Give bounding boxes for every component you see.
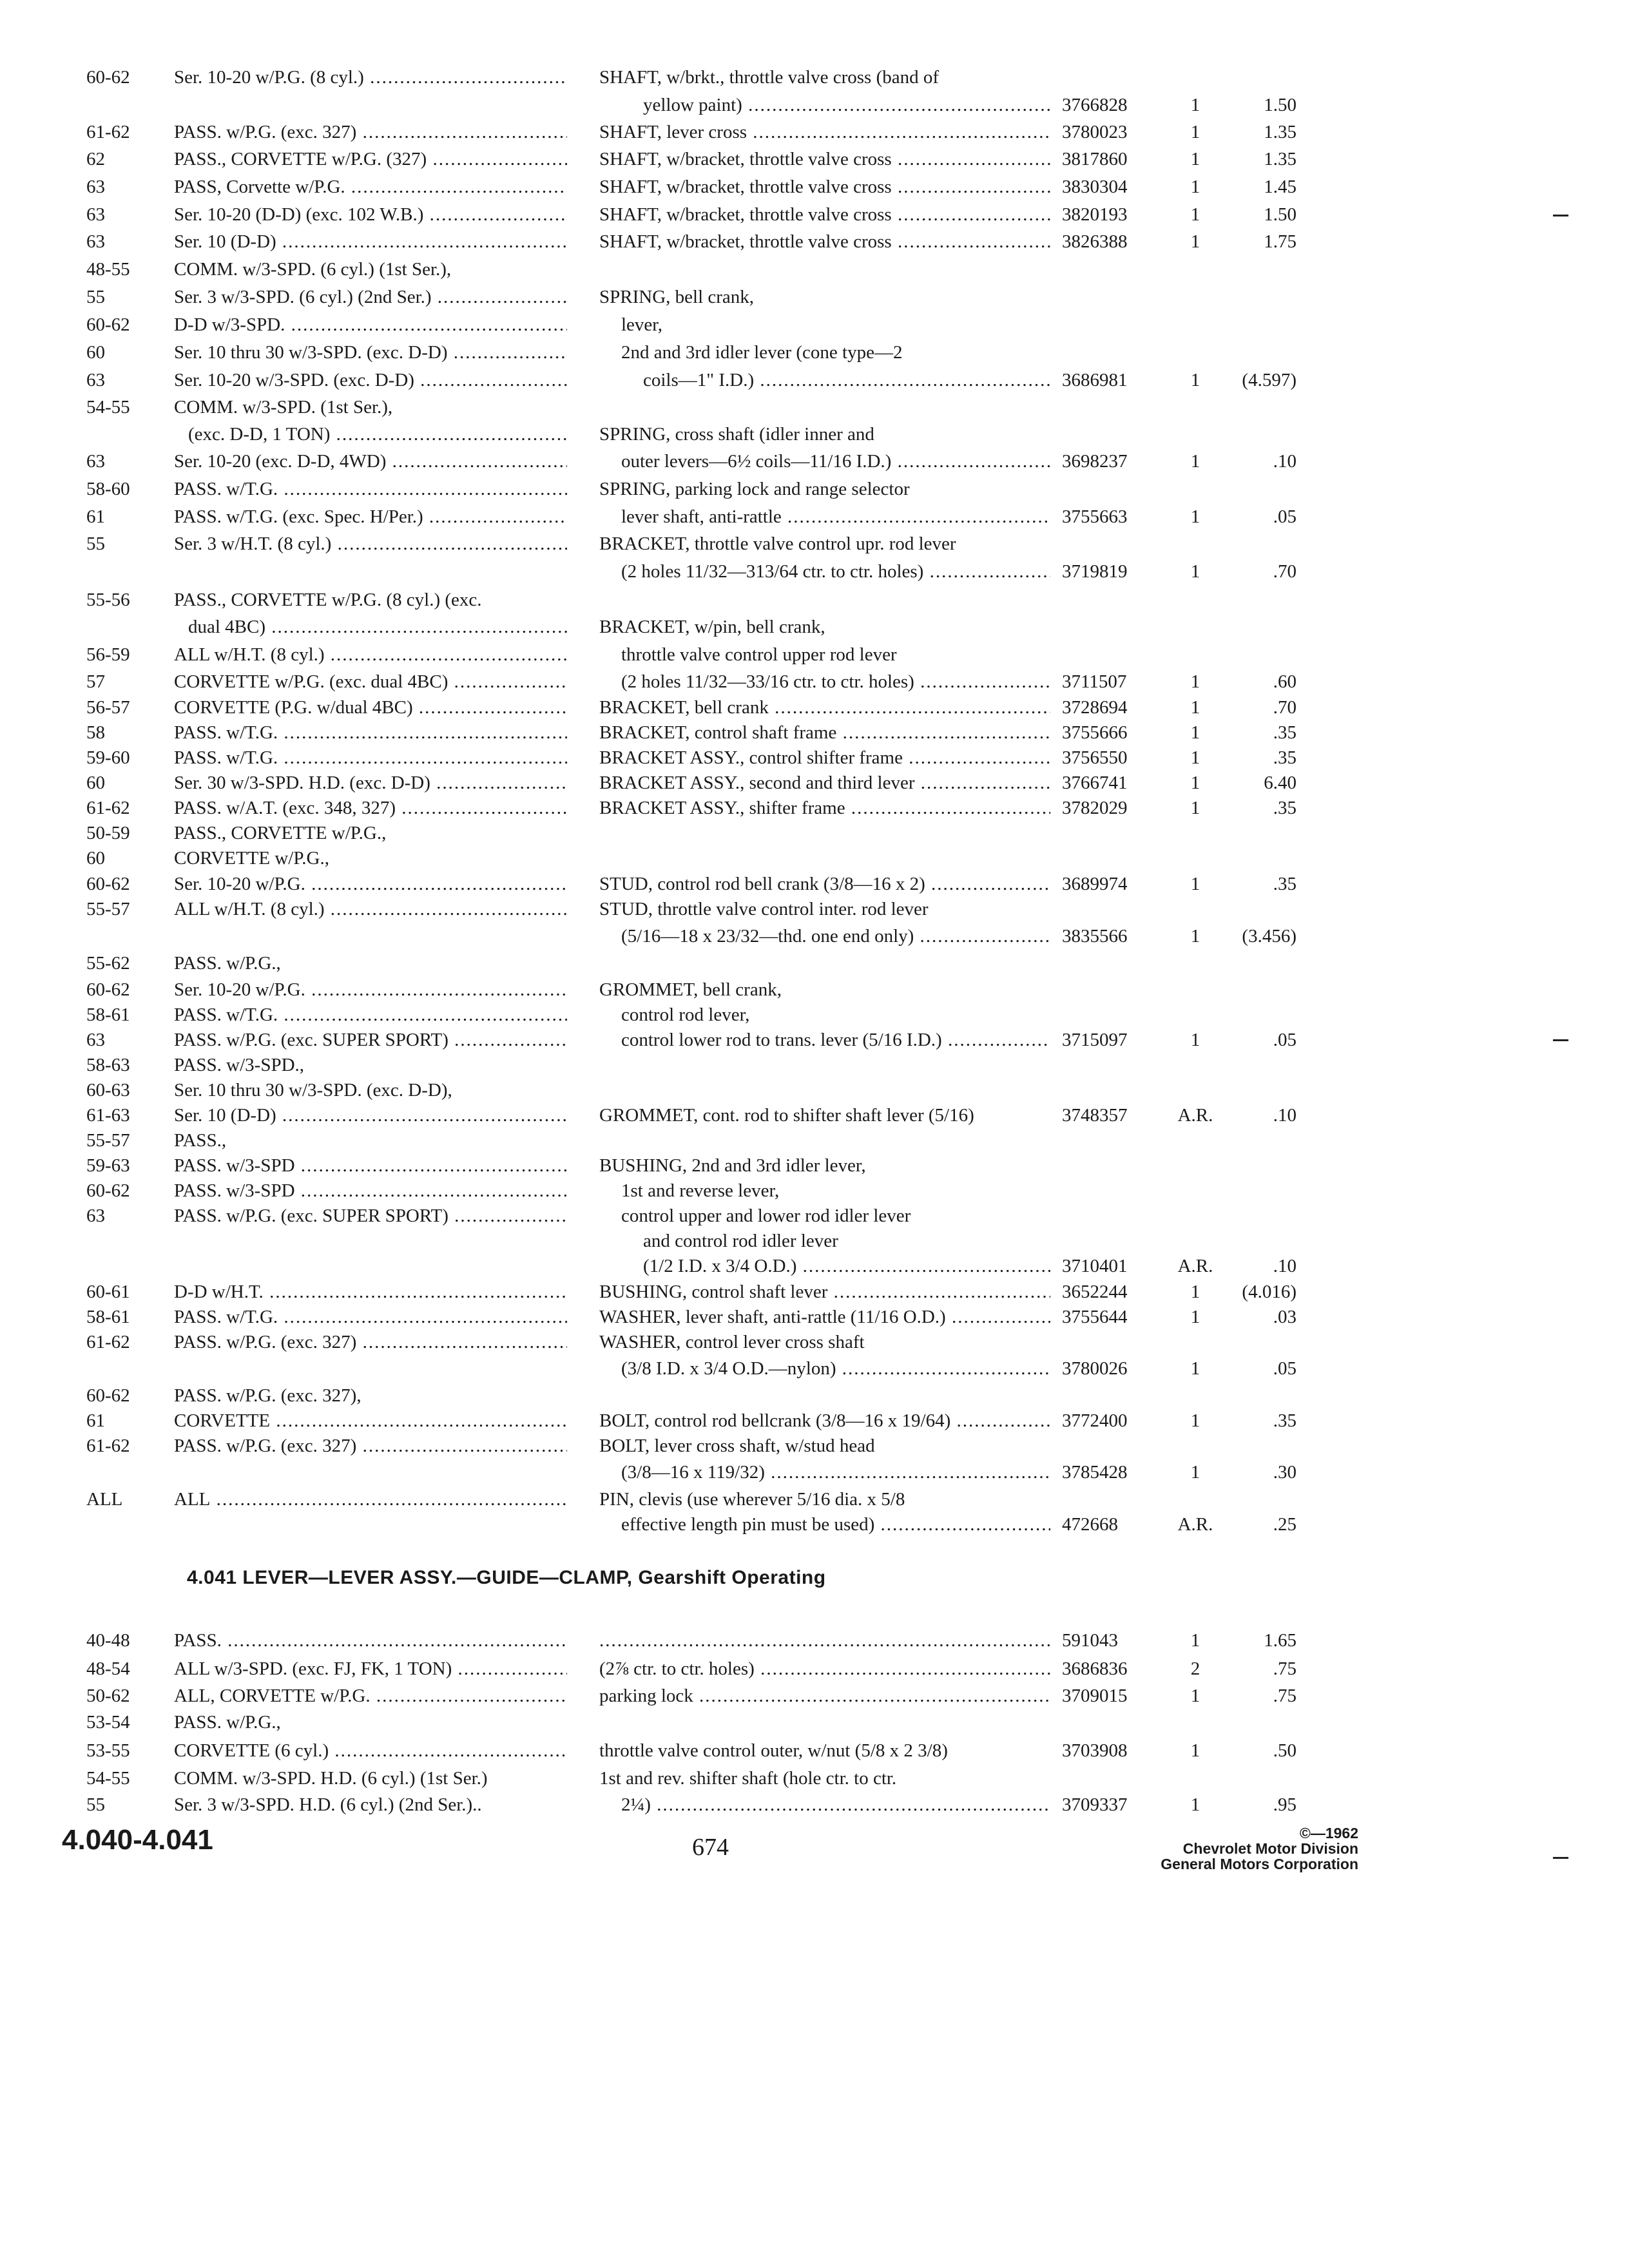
description-cell: throttle valve control outer, w/nut (5/8 x 2 3/8): [599, 1740, 948, 1761]
year-cell: 60-62: [86, 979, 130, 1000]
application-cell: ALL w/3-SPD. (exc. FJ, FK, 1 TON) .....: [174, 1657, 567, 1680]
description-cell: 1st and reverse lever,: [621, 1180, 780, 1201]
quantity-cell: 1: [1190, 1794, 1200, 1815]
part-number-cell: 3780026: [1062, 1358, 1128, 1379]
price-cell: .10: [1273, 451, 1296, 472]
price-cell: .10: [1273, 1256, 1296, 1276]
quantity-cell: 1: [1190, 747, 1200, 768]
description-cell: SHAFT, w/bracket, throttle valve cross .....: [599, 148, 1050, 171]
description-cell: parking lock .....: [599, 1684, 1050, 1707]
application-cell: Ser. 10 (D-D) .....: [174, 230, 567, 253]
description-cell: 1st and rev. shifter shaft (hole ctr. to ctr.: [599, 1768, 897, 1789]
description-cell: BRACKET ASSY., shifter frame .....: [599, 796, 1050, 820]
year-cell: 61-62: [86, 1436, 130, 1456]
application-cell: CORVETTE .....: [174, 1409, 567, 1432]
year-cell: 61: [86, 1410, 105, 1431]
description-cell: STUD, control rod bell crank (3/8—16 x 2) .....: [599, 872, 1050, 896]
year-cell: 63: [86, 204, 105, 225]
quantity-cell: 1: [1190, 926, 1200, 947]
price-cell: .35: [1273, 747, 1296, 768]
description-cell: control rod lever,: [621, 1004, 750, 1025]
year-cell: 60-62: [86, 1385, 130, 1406]
application-cell: PASS. w/A.T. (exc. 348, 327) .....: [174, 796, 567, 820]
price-cell: 1.50: [1264, 204, 1296, 225]
price-cell: (4.016): [1242, 1282, 1296, 1302]
year-cell: 59-63: [86, 1155, 130, 1176]
price-cell: .30: [1273, 1462, 1296, 1483]
description-cell: (2 holes 11/32—33/16 ctr. to ctr. holes) .....: [621, 670, 1050, 693]
year-cell: 40-48: [86, 1630, 130, 1651]
part-number-cell: 591043: [1062, 1630, 1118, 1651]
price-cell: 1.35: [1264, 122, 1296, 142]
part-number-cell: 3755644: [1062, 1307, 1128, 1327]
application-cell: PASS., CORVETTE w/P.G. (8 cyl.) (exc.: [174, 590, 482, 610]
application-cell: CORVETTE (6 cyl.) .....: [174, 1739, 567, 1762]
price-cell: 1.45: [1264, 177, 1296, 197]
quantity-cell: A.R.: [1177, 1256, 1213, 1276]
year-cell: 60-61: [86, 1282, 130, 1302]
description-cell: SPRING, parking lock and range selector: [599, 479, 910, 499]
year-cell: 63: [86, 1206, 105, 1226]
description-cell: BRACKET, control shaft frame .....: [599, 721, 1050, 744]
application-cell: PASS, Corvette w/P.G. .....: [174, 175, 567, 198]
part-number-cell: 3703908: [1062, 1740, 1128, 1761]
year-cell: 55: [86, 533, 105, 554]
quantity-cell: 1: [1190, 204, 1200, 225]
quantity-cell: 1: [1190, 1630, 1200, 1651]
description-cell: control lower rod to trans. lever (5/16 I.D.) .....: [621, 1028, 1050, 1052]
description-cell: BUSHING, control shaft lever .....: [599, 1280, 1050, 1303]
description-cell: (5/16—18 x 23/32—thd. one end only) .....: [621, 925, 1050, 948]
price-cell: .75: [1273, 1686, 1296, 1706]
application-cell: Ser. 3 w/H.T. (8 cyl.) .....: [174, 532, 567, 555]
quantity-cell: A.R.: [1177, 1514, 1213, 1535]
price-cell: .50: [1273, 1740, 1296, 1761]
year-cell: 55-57: [86, 899, 130, 919]
price-cell: .05: [1273, 1358, 1296, 1379]
application-cell: Ser. 10-20 w/P.G. (8 cyl.) .....: [174, 66, 567, 89]
quantity-cell: 1: [1190, 1358, 1200, 1379]
year-cell: 50-59: [86, 823, 130, 843]
quantity-cell: 1: [1190, 370, 1200, 390]
part-number-cell: 3756550: [1062, 747, 1128, 768]
part-number-cell: 3830304: [1062, 177, 1128, 197]
year-cell: 63: [86, 451, 105, 472]
quantity-cell: 1: [1190, 1307, 1200, 1327]
part-number-cell: 3711507: [1062, 671, 1127, 692]
year-cell: 56-57: [86, 697, 130, 718]
part-number-cell: 3719819: [1062, 561, 1128, 582]
application-cell: PASS. w/P.G.,: [174, 1712, 281, 1733]
quantity-cell: 1: [1190, 697, 1200, 718]
description-cell: GROMMET, bell crank,: [599, 979, 782, 1000]
quantity-cell: 2: [1190, 1658, 1200, 1679]
price-cell: .05: [1273, 1030, 1296, 1050]
year-cell: 58-61: [86, 1307, 130, 1327]
year-cell: 60: [86, 773, 105, 793]
price-cell: 1.65: [1264, 1630, 1296, 1651]
application-cell: PASS. w/P.G. (exc. 327) .....: [174, 1331, 567, 1354]
description-cell: 2nd and 3rd idler lever (cone type—2: [621, 342, 903, 363]
price-cell: .10: [1273, 1105, 1296, 1126]
application-cell: Ser. 10-20 w/3-SPD. (exc. D-D) .....: [174, 369, 567, 392]
description-cell: yellow paint) .....: [643, 93, 1050, 117]
part-number-cell: 3686981: [1062, 370, 1128, 390]
quantity-cell: 1: [1190, 122, 1200, 142]
year-cell: 58-63: [86, 1055, 130, 1075]
year-cell: 58: [86, 722, 105, 743]
part-number-cell: 3689974: [1062, 874, 1128, 894]
application-cell: D-D w/H.T. .....: [174, 1280, 567, 1303]
description-cell: SHAFT, lever cross .....: [599, 120, 1050, 144]
year-cell: 61-62: [86, 122, 130, 142]
description-cell: BOLT, control rod bellcrank (3/8—16 x 19/64) .....: [599, 1409, 1050, 1432]
application-cell: Ser. 10-20 (exc. D-D, 4WD) .....: [174, 450, 567, 473]
price-cell: 1.75: [1264, 231, 1296, 252]
quantity-cell: 1: [1190, 1740, 1200, 1761]
quantity-cell: 1: [1190, 722, 1200, 743]
application-cell: Ser. 10 thru 30 w/3-SPD. (exc. D-D),: [174, 1080, 452, 1100]
margin-tick: [1553, 1039, 1568, 1041]
year-cell: 60-62: [86, 67, 130, 88]
description-cell: SHAFT, w/bracket, throttle valve cross .....: [599, 175, 1050, 198]
application-cell: Ser. 10 (D-D) .....: [174, 1104, 567, 1127]
year-cell: 48-55: [86, 259, 130, 280]
part-number-cell: 3709337: [1062, 1794, 1128, 1815]
description-cell: SHAFT, w/bracket, throttle valve cross .....: [599, 203, 1050, 226]
year-cell: 60: [86, 848, 105, 869]
part-number-cell: 3728694: [1062, 697, 1128, 718]
application-cell: ALL .....: [174, 1488, 567, 1511]
application-cell: PASS. w/P.G. (exc. 327) .....: [174, 1434, 567, 1457]
description-cell: BRACKET ASSY., control shifter frame .....: [599, 746, 1050, 769]
footer-section-code: 4.040-4.041: [62, 1824, 213, 1856]
price-cell: .35: [1273, 874, 1296, 894]
description-cell: BRACKET ASSY., second and third lever .....: [599, 771, 1050, 794]
application-cell: PASS. w/T.G. .....: [174, 746, 567, 769]
application-cell: COMM. w/3-SPD. (6 cyl.) (1st Ser.),: [174, 259, 452, 280]
part-number-cell: 3748357: [1062, 1105, 1128, 1126]
quantity-cell: 1: [1190, 95, 1200, 115]
year-cell: 55: [86, 287, 105, 307]
price-cell: .05: [1273, 506, 1296, 527]
quantity-cell: 1: [1190, 1030, 1200, 1050]
description-cell: SPRING, cross shaft (idler inner and: [599, 424, 874, 445]
year-cell: 56-59: [86, 644, 130, 665]
description-cell: PIN, clevis (use wherever 5/16 dia. x 5/8: [599, 1489, 905, 1510]
year-cell: 57: [86, 671, 105, 692]
quantity-cell: 1: [1190, 671, 1200, 692]
price-cell: .70: [1273, 697, 1296, 718]
price-cell: 1.35: [1264, 149, 1296, 169]
application-cell: Ser. 10-20 w/P.G. .....: [174, 872, 567, 896]
price-cell: .35: [1273, 798, 1296, 818]
application-cell: PASS. w/P.G. (exc. SUPER SPORT) .....: [174, 1028, 567, 1052]
margin-tick: [1553, 215, 1568, 216]
year-cell: 61-62: [86, 798, 130, 818]
application-cell: PASS. w/3-SPD.,: [174, 1055, 305, 1075]
year-cell: 55-56: [86, 590, 130, 610]
year-cell: 60-62: [86, 314, 130, 335]
price-cell: (3.456): [1242, 926, 1296, 947]
footer-corporation: General Motors Corporation: [1161, 1856, 1358, 1872]
description-cell: BUSHING, 2nd and 3rd idler lever,: [599, 1155, 866, 1176]
application-cell: Ser. 30 w/3-SPD. H.D. (exc. D-D) .....: [174, 771, 567, 794]
description-cell: throttle valve control upper rod lever: [621, 644, 897, 665]
part-number-cell: 3780023: [1062, 122, 1128, 142]
year-cell: 61: [86, 506, 105, 527]
year-cell: 62: [86, 149, 105, 169]
price-cell: .25: [1273, 1514, 1296, 1535]
application-cell: PASS. .....: [174, 1629, 567, 1652]
application-cell: PASS. w/P.G. (exc. SUPER SPORT) .....: [174, 1204, 567, 1227]
quantity-cell: 1: [1190, 1686, 1200, 1706]
price-cell: .03: [1273, 1307, 1296, 1327]
year-cell: ALL: [86, 1489, 123, 1510]
quantity-cell: 1: [1190, 149, 1200, 169]
description-cell: control upper and lower rod idler lever: [621, 1206, 911, 1226]
description-cell: BRACKET, throttle valve control upr. rod lever: [599, 533, 956, 554]
description-cell: (3/8 I.D. x 3/4 O.D.—nylon) .....: [621, 1357, 1050, 1380]
year-cell: 58-61: [86, 1004, 130, 1025]
part-number-cell: 3772400: [1062, 1410, 1128, 1431]
year-cell: 53-54: [86, 1712, 130, 1733]
application-cell: Ser. 10-20 (D-D) (exc. 102 W.B.) .....: [174, 203, 567, 226]
year-cell: 48-54: [86, 1658, 130, 1679]
description-cell: (1/2 I.D. x 3/4 O.D.) .....: [643, 1254, 1050, 1278]
footer-copyright: ©—1962: [1299, 1825, 1358, 1841]
part-number-cell: 3766828: [1062, 95, 1128, 115]
description-cell: outer levers—6½ coils—11/16 I.D.) .....: [621, 450, 1050, 473]
quantity-cell: 1: [1190, 177, 1200, 197]
year-cell: 61-62: [86, 1332, 130, 1352]
application-cell: PASS.,: [174, 1130, 227, 1151]
quantity-cell: 1: [1190, 506, 1200, 527]
description-cell: BRACKET, w/pin, bell crank,: [599, 617, 825, 637]
part-number-cell: 3715097: [1062, 1030, 1128, 1050]
application-cell: Ser. 10 thru 30 w/3-SPD. (exc. D-D) .....: [174, 341, 567, 364]
year-cell: 54-55: [86, 397, 130, 418]
application-cell: ALL w/H.T. (8 cyl.) .....: [174, 898, 567, 921]
application-cell: Ser. 3 w/3-SPD. H.D. (6 cyl.) (2nd Ser.)..: [174, 1794, 482, 1815]
description-cell: WASHER, lever shaft, anti-rattle (11/16 O.D.) .....: [599, 1305, 1050, 1329]
part-number-cell: 3826388: [1062, 231, 1128, 252]
application-cell: PASS. w/P.G. (exc. 327) .....: [174, 120, 567, 144]
description-cell: lever shaft, anti-rattle .....: [621, 505, 1050, 528]
description-cell: (2 holes 11/32—313/64 ctr. to ctr. holes) .....: [621, 560, 1050, 583]
quantity-cell: 1: [1190, 1282, 1200, 1302]
description-cell: SHAFT, w/bracket, throttle valve cross .....: [599, 230, 1050, 253]
margin-tick: [1553, 1857, 1568, 1859]
application-cell: PASS. w/3-SPD .....: [174, 1179, 567, 1202]
application-cell: ALL, CORVETTE w/P.G. .....: [174, 1684, 567, 1707]
description-cell: WASHER, control lever cross shaft: [599, 1332, 865, 1352]
price-cell: 1.50: [1264, 95, 1296, 115]
price-cell: .75: [1273, 1658, 1296, 1679]
year-cell: 60: [86, 342, 105, 363]
part-number-cell: 3709015: [1062, 1686, 1128, 1706]
year-cell: 58-60: [86, 479, 130, 499]
year-cell: 63: [86, 370, 105, 390]
quantity-cell: 1: [1190, 798, 1200, 818]
quantity-cell: 1: [1190, 231, 1200, 252]
application-cell: PASS. w/P.G.,: [174, 953, 281, 974]
part-number-cell: 3817860: [1062, 149, 1128, 169]
application-cell: PASS. w/T.G. .....: [174, 477, 567, 501]
application-cell: dual 4BC) .....: [188, 615, 567, 639]
description-cell: STUD, throttle valve control inter. rod lever: [599, 899, 929, 919]
quantity-cell: A.R.: [1177, 1105, 1213, 1126]
quantity-cell: 1: [1190, 451, 1200, 472]
year-cell: 53-55: [86, 1740, 130, 1761]
description-cell: SPRING, bell crank,: [599, 287, 755, 307]
description-cell: 2¼) .....: [621, 1793, 1050, 1816]
part-number-cell: 472668: [1062, 1514, 1118, 1535]
part-number-cell: 3785428: [1062, 1462, 1128, 1483]
application-cell: PASS. w/T.G. .....: [174, 1003, 567, 1026]
price-cell: .95: [1273, 1794, 1296, 1815]
quantity-cell: 1: [1190, 874, 1200, 894]
year-cell: 55: [86, 1794, 105, 1815]
year-cell: 63: [86, 231, 105, 252]
application-cell: ALL w/H.T. (8 cyl.) .....: [174, 643, 567, 666]
year-cell: 60-63: [86, 1080, 130, 1100]
price-cell: .70: [1273, 561, 1296, 582]
quantity-cell: 1: [1190, 1410, 1200, 1431]
part-number-cell: 3698237: [1062, 451, 1128, 472]
year-cell: 61-63: [86, 1105, 130, 1126]
part-number-cell: 3766741: [1062, 773, 1128, 793]
application-cell: PASS. w/T.G. (exc. Spec. H/Per.) .....: [174, 505, 567, 528]
price-cell: .35: [1273, 1410, 1296, 1431]
application-cell: PASS. w/P.G. (exc. 327),: [174, 1385, 361, 1406]
application-cell: PASS., CORVETTE w/P.G.,: [174, 823, 387, 843]
part-number-cell: 3710401: [1062, 1256, 1128, 1276]
description-cell: BRACKET, bell crank .....: [599, 696, 1050, 719]
year-cell: 55-62: [86, 953, 130, 974]
part-number-cell: 3755663: [1062, 506, 1128, 527]
description-cell: effective length pin must be used) .....: [621, 1513, 1050, 1536]
section-heading: 4.041 LEVER—LEVER ASSY.—GUIDE—CLAMP, Gearshift Operating: [187, 1567, 826, 1588]
description-cell: [599, 1629, 1050, 1652]
price-cell: .35: [1273, 722, 1296, 743]
year-cell: 55-57: [86, 1130, 130, 1151]
part-number-cell: 3835566: [1062, 926, 1128, 947]
application-cell: CORVETTE w/P.G. (exc. dual 4BC) .....: [174, 670, 567, 693]
description-cell: and control rod idler lever: [643, 1231, 838, 1251]
description-cell: (2⅞ ctr. to ctr. holes) .....: [599, 1657, 1050, 1680]
application-cell: CORVETTE w/P.G.,: [174, 848, 329, 869]
price-cell: .60: [1273, 671, 1296, 692]
part-number-cell: 3686836: [1062, 1658, 1128, 1679]
description-cell: GROMMET, cont. rod to shifter shaft lever (5/16): [599, 1105, 974, 1126]
application-cell: D-D w/3-SPD. .....: [174, 313, 567, 336]
description-cell: coils—1" I.D.) .....: [643, 369, 1050, 392]
application-cell: PASS. w/3-SPD .....: [174, 1154, 567, 1177]
application-cell: Ser. 10-20 w/P.G. .....: [174, 978, 567, 1001]
application-cell: PASS. w/T.G. .....: [174, 1305, 567, 1329]
year-cell: 50-62: [86, 1686, 130, 1706]
year-cell: 60-62: [86, 874, 130, 894]
part-number-cell: 3652244: [1062, 1282, 1128, 1302]
description-cell: SHAFT, w/brkt., throttle valve cross (band of: [599, 67, 940, 88]
year-cell: 60-62: [86, 1180, 130, 1201]
part-number-cell: 3755666: [1062, 722, 1128, 743]
application-cell: (exc. D-D, 1 TON) .....: [188, 423, 567, 446]
quantity-cell: 1: [1190, 561, 1200, 582]
application-cell: COMM. w/3-SPD. H.D. (6 cyl.) (1st Ser.): [174, 1768, 488, 1789]
part-number-cell: 3782029: [1062, 798, 1128, 818]
price-cell: (4.597): [1242, 370, 1296, 390]
description-cell: (3/8—16 x 119/32) .....: [621, 1461, 1050, 1484]
footer-copyright-block: [1161, 1825, 1358, 1872]
quantity-cell: 1: [1190, 1462, 1200, 1483]
year-cell: 59-60: [86, 747, 130, 768]
application-cell: CORVETTE (P.G. w/dual 4BC) .....: [174, 696, 567, 719]
description-cell: BOLT, lever cross shaft, w/stud head: [599, 1436, 875, 1456]
year-cell: 63: [86, 177, 105, 197]
application-cell: PASS. w/T.G. .....: [174, 721, 567, 744]
application-cell: COMM. w/3-SPD. (1st Ser.),: [174, 397, 393, 418]
footer-page-number: 674: [692, 1834, 729, 1861]
application-cell: PASS., CORVETTE w/P.G. (327) .....: [174, 148, 567, 171]
description-cell: lever,: [621, 314, 663, 335]
price-cell: 6.40: [1264, 773, 1296, 793]
footer-division: Chevrolet Motor Division: [1182, 1840, 1358, 1857]
year-cell: 54-55: [86, 1768, 130, 1789]
part-number-cell: 3820193: [1062, 204, 1128, 225]
year-cell: 63: [86, 1030, 105, 1050]
application-cell: Ser. 3 w/3-SPD. (6 cyl.) (2nd Ser.) .....: [174, 285, 567, 309]
quantity-cell: 1: [1190, 773, 1200, 793]
